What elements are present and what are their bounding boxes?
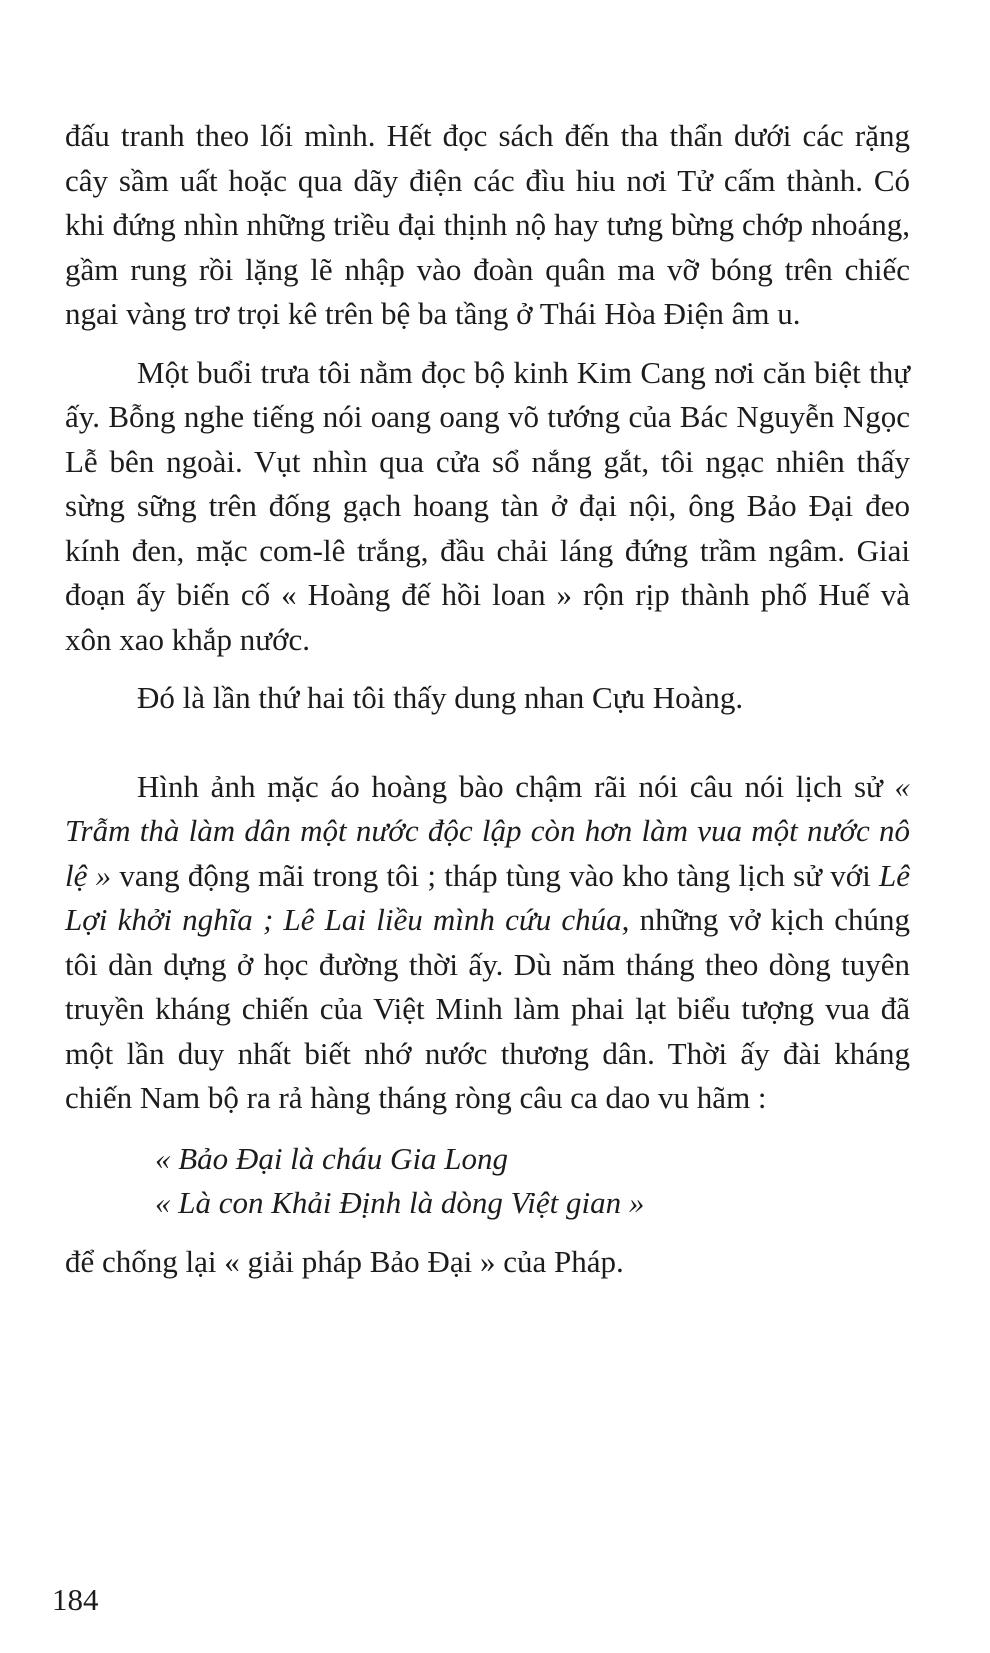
paragraph-4-part-2: vang động mãi trong tôi ; tháp tùng vào kho tàng lịch sử với	[111, 857, 879, 893]
paragraph-1: đấu tranh theo lối mình. Hết đọc sách đến tha thẩn dưới các rặng cây sầm uất hoặc qua dãy điện các đìu hiu nơi Tử cấm thành. Có khi đứng nhìn những triều đại thịnh nộ hay tưng bừng chớp nhoáng, gầm rung rồi lặng lẽ nhập vào đoàn quân ma vỡ bóng trên chiếc ngai vàng trơ trọi kê trên bệ ba tầng ở Thái Hòa Điện âm u.	[65, 118, 910, 331]
play-title-1: Lê Lợi khởi nghĩa	[65, 857, 910, 937]
paragraph-4-part-3: những vở kịch chúng tôi dàn dựng ở học đường thời ấy. Dù năm tháng theo dòng tuyên truyền kháng chiến của Việt Minh làm phai lạt biểu tượng vua đã một lần duy nhất biết nhớ nước thương dân. Thời ấy đài kháng chiến Nam bộ ra rả hàng tháng ròng câu ca dao vu hãm :	[65, 902, 910, 1115]
paragraph-2: Một buổi trưa tôi nằm đọc bộ kinh Kim Cang nơi căn biệt thự ấy. Bỗng nghe tiếng nói oang oang võ tướng của Bác Nguyễn Ngọc Lễ bên ngoài. Vụt nhìn qua cửa sổ nắng gắt, tôi ngạc nhiên thấy sừng sững trên đống gạch hoang tàn ở đại nội, ông Bảo Đại đeo kính đen, mặc com-lê trắng, đầu chải láng đứng trầm ngâm. Giai đoạn ấy biến cố « Hoàng đế hồi loan » rộn rịp thành phố Huế và xôn xao khắp nước.	[65, 354, 910, 657]
verse-line-1: « Bảo Đại là cháu Gia Long	[155, 1140, 509, 1176]
paragraph-4	[65, 765, 910, 1121]
page-number: 184	[52, 1582, 99, 1617]
body-text	[65, 114, 910, 1284]
paragraph-5: để chống lại « giải pháp Bảo Đại » của Pháp.	[65, 1243, 624, 1279]
play-title-2: Lê Lai liều mình cứu chúa,	[283, 902, 630, 937]
verse	[65, 1137, 910, 1226]
paragraph-3: Đó là lần thứ hai tôi thấy dung nhan Cựu Hoàng.	[137, 680, 744, 715]
play-separator: ;	[252, 902, 284, 937]
emperor-quote: « Trẫm thà làm dân một nước độc lập còn hơn làm vua một nước nô lệ »	[65, 768, 910, 893]
verse-line-2: « Là con Khải Định là dòng Việt gian »	[155, 1185, 645, 1220]
paragraph-4-part-1: Hình ảnh mặc áo hoàng bào chậm rãi nói câu nói lịch sử	[137, 768, 895, 804]
